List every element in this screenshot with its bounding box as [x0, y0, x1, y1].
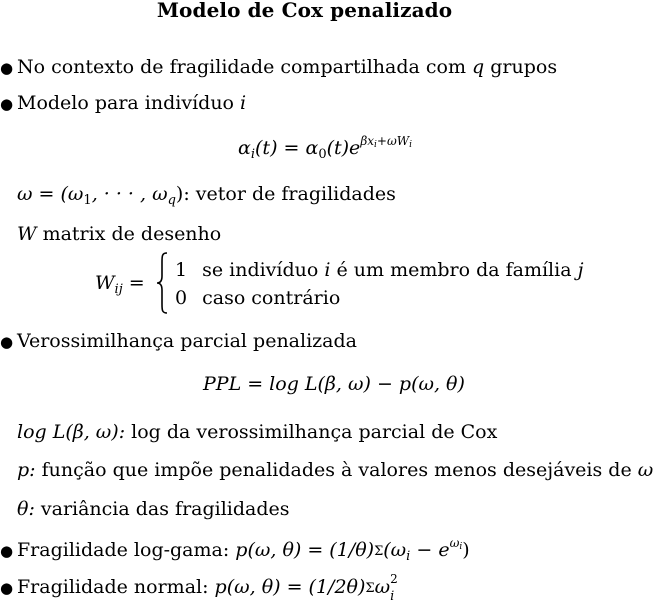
bullet-log-gamma: Fragilidade log-gama: p(ω, $\theta) = (1/\theta)\Sigma(\omega_i - e^{\omega_i})$ — [17, 536, 470, 564]
w-definition: W matrix de desenho — [17, 223, 222, 245]
omega-definition: $\omega = (\omega_1$, · · · , $\omega_q$): vetor de fragilidades — [17, 183, 396, 208]
wij-case-1: 1 se indivíduo i é um membro da família j — [175, 259, 584, 281]
bullet-icon: ● — [0, 95, 14, 113]
logl-definition: log L(β, ω): log da verossimilhança parcial de Cox — [17, 421, 498, 443]
wij-case-2: 0 caso contrário — [175, 287, 341, 309]
theta-definition: θ: variância das fragilidades — [17, 498, 290, 520]
left-brace-icon — [156, 252, 168, 314]
wij-lhs: $W_{ij}$ = — [95, 272, 145, 297]
bullet-icon: ● — [0, 59, 14, 77]
bullet-model-individual: Modelo para indivíduo i — [17, 92, 247, 114]
bullet-icon: ● — [0, 579, 14, 597]
bullet-icon: ● — [0, 542, 14, 560]
bullet-shared-frailty: No contexto de fragilidade compartilhada com q grupos — [17, 56, 558, 78]
ppl-equation: PPL = log L(β, ω) − p(ω, θ) — [203, 373, 465, 395]
bullet-normal: Fragilidade normal: p(ω, θ) = (1/2θ)Σω 2 i — [17, 572, 398, 604]
hazard-equation: $\alpha_i(t) = \alpha_0(t)e^{\beta x_i+\omega W_i}$ — [238, 134, 412, 162]
slide-title: Modelo de Cox penalizado — [156, 0, 453, 22]
bullet-icon: ● — [0, 333, 14, 351]
bullet-penalized-likelihood: Verossimilhança parcial penalizada — [17, 330, 357, 352]
p-definition: p: função que impõe penalidades à valores menos desejáveis de ω — [17, 459, 653, 481]
